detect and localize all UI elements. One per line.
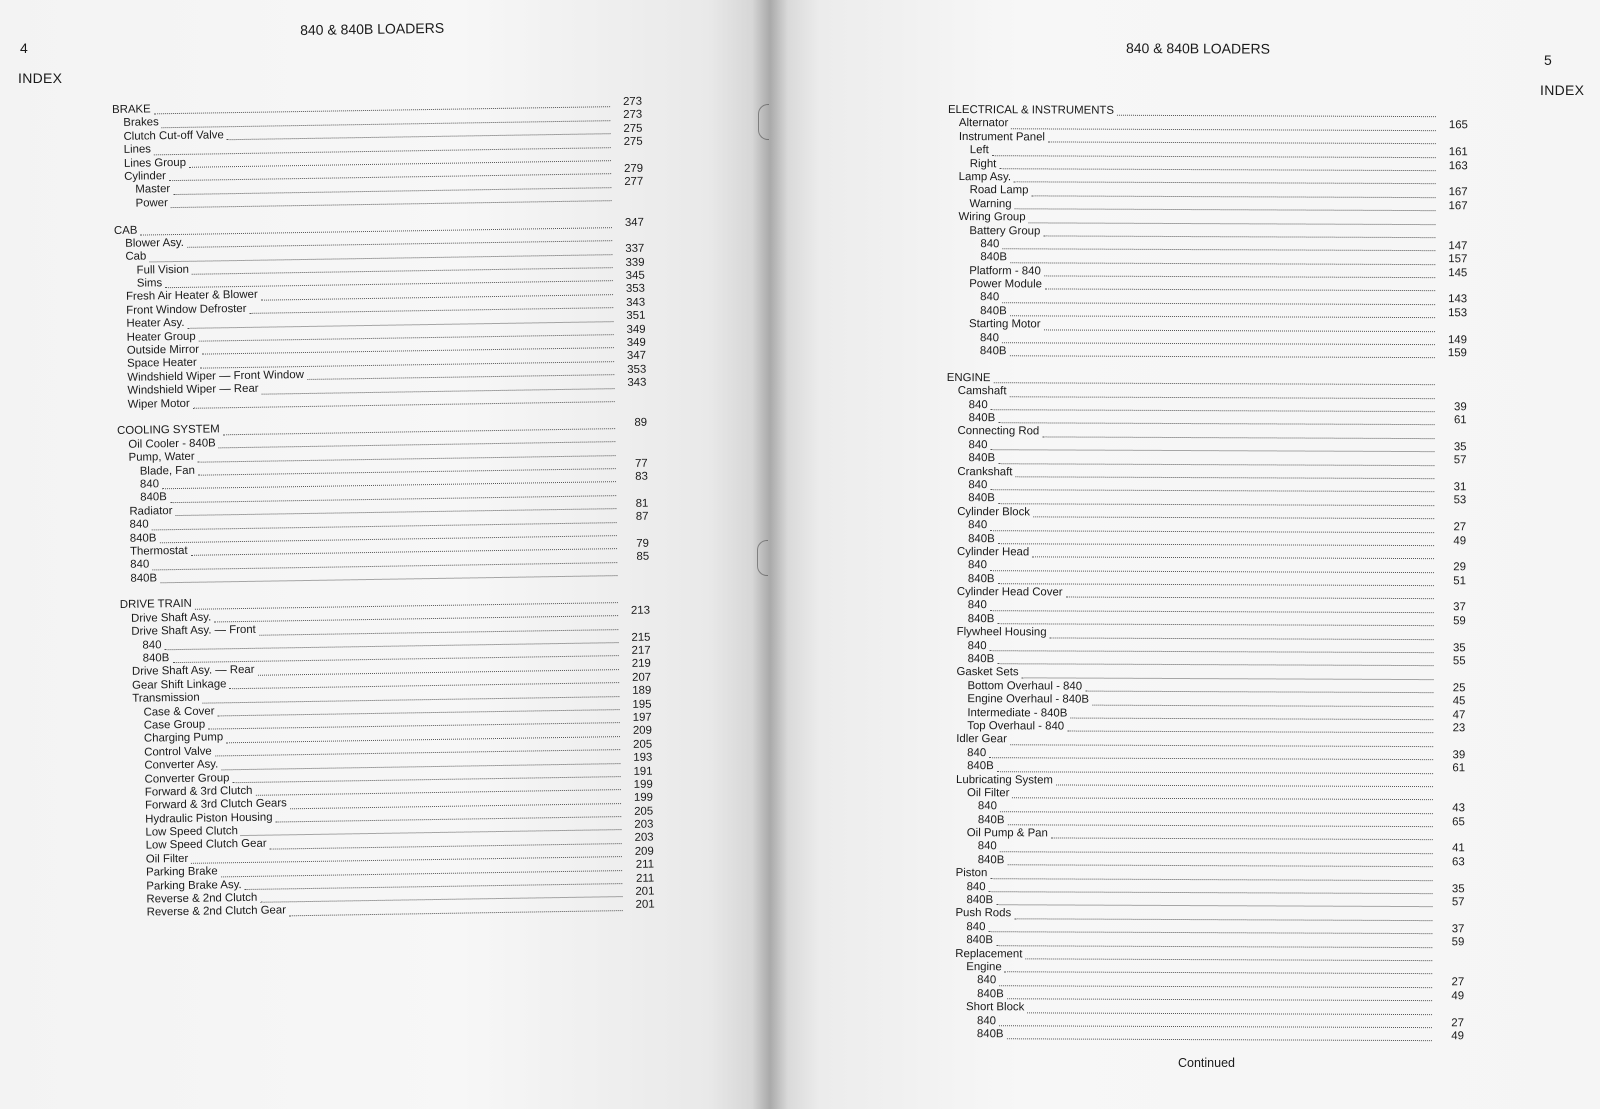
index-entry-page: 27 (1451, 976, 1465, 989)
index-entry-label: Full Vision (136, 263, 190, 277)
index-entry-page: 49 (1451, 989, 1465, 1003)
index-entry-label: 840 (967, 559, 988, 572)
right-index-label: INDEX (1540, 82, 1585, 98)
index-entry-label: 840 (980, 238, 1000, 251)
index-entry-label: 840 (967, 639, 987, 652)
index-entry-label: 840B (979, 345, 1007, 358)
index-entry-label: 840 (139, 478, 160, 491)
index-entry-page: 163 (1448, 159, 1468, 172)
index-entry-label: Parking Brake Asy. (146, 878, 242, 893)
index-entry-label: Converter Group (144, 771, 230, 786)
index-entry-label: Radiator (129, 504, 173, 518)
index-entry-page: 209 (632, 724, 653, 738)
index-entry-label: Low Speed Clutch (145, 825, 238, 839)
index-entry-page: 39 (1452, 748, 1466, 762)
index-entry-label: Heater Asy. (126, 317, 185, 331)
index-entry-page: 343 (627, 376, 647, 390)
index-entry-label: Sims (136, 277, 163, 290)
binding-ring (758, 104, 769, 140)
index-entry-label: Charging Pump (143, 731, 224, 745)
index-entry-page: 59 (1451, 936, 1465, 949)
index-entry-page: 343 (626, 296, 646, 309)
index-entry-label: Drive Shaft Asy. (130, 611, 212, 625)
index-entry-page (616, 591, 650, 592)
index-entry-page: 167 (1448, 186, 1468, 199)
index-entry-page: 201 (635, 885, 655, 898)
index-entry-label: 840 (968, 398, 988, 411)
index-entry-page: 53 (1453, 494, 1467, 507)
index-entry-page: 89 (634, 417, 648, 430)
index-entry-label: Reverse & 2nd Clutch (146, 891, 258, 906)
left-page-number: 4 (20, 40, 28, 56)
index-entry-label: 840 (977, 800, 997, 813)
index-entry-label: Gear Shift Linkage (132, 678, 227, 692)
index-entry-label: 840 (977, 840, 997, 853)
index-entry-label: Heater Group (126, 330, 196, 344)
index-entry-page: 273 (623, 109, 643, 122)
index-entry-page (613, 390, 647, 391)
index-entry-label: Idler Gear (956, 733, 1007, 746)
index-entry-label: Fresh Air Heater & Blower (125, 289, 258, 304)
index-entry-page: 65 (1452, 815, 1465, 828)
index-entry-label: Forward & 3rd Clutch (144, 784, 253, 799)
index-entry-label: Brakes (123, 116, 159, 130)
index-entry-label: 840B (130, 572, 158, 585)
index-entry-label: Push Rods (955, 907, 1012, 920)
index-entry-page: 159 (1447, 347, 1467, 360)
index-entry-page: 191 (633, 765, 653, 778)
index-entry-label: 840 (966, 920, 986, 933)
index-entry-page: 35 (1453, 440, 1467, 454)
index-entry-page (613, 430, 647, 431)
index-entry-label: Camshaft (957, 385, 1007, 398)
index-entry-label: Flywheel Housing (956, 626, 1047, 639)
index-entry-label: 840B (968, 532, 995, 545)
index-entry-label: Road Lamp (969, 184, 1029, 197)
index-entry-page: 205 (634, 805, 654, 818)
index-entry-page: 29 (1453, 561, 1467, 574)
index-entry-page (613, 444, 647, 445)
index-entry-label: 840B (967, 760, 994, 773)
index-entry-page: 337 (625, 242, 645, 256)
index-entry-label: 840B (140, 491, 167, 504)
binding-ring (757, 540, 768, 576)
index-entry-label: Oil Filter (966, 787, 1010, 800)
index-entry-label: 840 (130, 558, 150, 572)
index-entry-label: Top Overhaul - 840 (967, 720, 1065, 733)
index-entry-label: Front Window Defroster (126, 302, 247, 317)
index-entry-label: Bottom Overhaul - 840 (967, 679, 1083, 693)
index-entry-page: 49 (1453, 534, 1467, 547)
index-entry-label: Lines (123, 143, 152, 156)
index-entry-label: Alternator (958, 117, 1009, 130)
leader-dots (1007, 1025, 1432, 1041)
index-entry-page: 347 (626, 350, 647, 363)
index-entry-label: Case & Cover (143, 705, 215, 719)
index-entry-label: Outside Mirror (126, 343, 200, 357)
index-entry-label: Blower Asy. (125, 236, 184, 250)
index-entry-page: 45 (1452, 695, 1466, 708)
index-entry-page: 143 (1448, 293, 1468, 306)
index-entry-label: 840B (976, 1028, 1004, 1041)
index-entry-page: 61 (1453, 414, 1467, 427)
index-entry-label: Transmission (132, 691, 200, 705)
left-index-label: INDEX (18, 70, 63, 86)
index-entry-page: 147 (1448, 240, 1468, 253)
index-entry-page: 35 (1452, 641, 1466, 654)
index-entry-page: 149 (1447, 333, 1468, 346)
index-entry-page: 39 (1453, 400, 1467, 413)
index-entry-label: Warning (969, 197, 1012, 211)
index-entry-label: 840B (142, 652, 170, 665)
index-entry-page: 203 (634, 832, 654, 845)
index-entry-label: 840 (979, 331, 1000, 344)
index-entry-label: 840 (967, 746, 987, 759)
index-entry-label: Master (135, 183, 171, 196)
index-entry-label: 840B (966, 894, 994, 907)
right-index-list (944, 104, 1468, 1044)
index-entry-label: 840B (129, 531, 157, 545)
index-entry-label: 840B (968, 412, 996, 425)
index-entry-page: 57 (1453, 454, 1467, 467)
index-entry-page: 203 (634, 818, 654, 831)
index-entry-label: 840B (968, 492, 995, 505)
index-entry-label: Wiper Motor (127, 397, 190, 411)
index-entry-page: 275 (623, 122, 643, 135)
index-entry-page: 353 (625, 283, 646, 296)
index-entry-label: Gasket Sets (956, 666, 1019, 679)
index-entry-label: Cylinder (124, 170, 167, 183)
index-entry-page: 51 (1453, 574, 1466, 587)
index-entry (944, 1028, 1464, 1044)
index-entry-label: 840 (976, 1014, 997, 1027)
index-entry-page: 27 (1453, 521, 1467, 534)
index-entry-page: 219 (631, 658, 651, 671)
index-entry-page: 275 (623, 135, 643, 149)
index-entry-page: 31 (1453, 481, 1467, 494)
index-entry-page: 47 (1452, 708, 1466, 721)
index-entry-label: Battery Group (969, 224, 1041, 237)
index-entry-label: Piston (955, 867, 988, 880)
index-entry-page: 79 (636, 537, 650, 550)
index-entry-page: 349 (626, 336, 646, 349)
index-entry-label: 840B (977, 854, 1005, 867)
continued-footer: Continued (1178, 1056, 1235, 1070)
index-entry-page: 167 (1448, 199, 1468, 213)
index-entry-page: 57 (1451, 896, 1465, 909)
index-entry-page: 353 (627, 363, 647, 376)
index-entry-page: 207 (631, 671, 652, 684)
index-entry-page: 85 (636, 550, 650, 564)
index-entry-label: 840 (968, 479, 988, 492)
index-entry-label: ELECTRICAL & INSTRUMENTS (947, 104, 1115, 117)
index-entry-page: 55 (1452, 655, 1466, 668)
index-entry-page (609, 189, 643, 190)
index-entry-page: 145 (1448, 266, 1468, 279)
index-entry-label: Oil Filter (145, 852, 189, 866)
index-entry-label: Instrument Panel (958, 130, 1045, 144)
index-entry-page: 205 (633, 738, 653, 751)
index-entry-page: 193 (633, 751, 653, 765)
index-entry-page: 211 (635, 858, 655, 872)
index-entry-page (610, 230, 644, 231)
index-entry-label: Clutch Cut-off Valve (123, 129, 224, 143)
leader-dots (1010, 342, 1435, 358)
index-entry-label: Parking Brake (145, 865, 218, 879)
index-entry-page: 195 (632, 698, 652, 711)
index-entry-label: 840B (968, 452, 996, 465)
index-entry-label: Lines Group (123, 156, 187, 170)
index-entry-label: Connecting Rod (957, 425, 1040, 438)
index-entry-label: 840B (967, 653, 995, 666)
index-entry-label: 840B (977, 987, 1004, 1001)
index-entry-page: 211 (635, 872, 655, 885)
index-entry-page: 25 (1452, 682, 1466, 695)
index-entry-label: 840 (977, 974, 997, 987)
index-entry-page: 83 (635, 470, 649, 483)
index-entry-label: 840B (967, 572, 995, 585)
index-entry-label: ENGINE (946, 371, 991, 385)
left-index-list (112, 96, 655, 921)
index-entry-page (615, 564, 649, 565)
index-entry-label: Oil Cooler - 840B (128, 437, 216, 451)
index-entry-page: 37 (1453, 601, 1466, 614)
index-entry-label: 840 (968, 438, 988, 451)
index-entry-label: Short Block (966, 1001, 1025, 1014)
index-entry-page: 81 (635, 497, 649, 510)
index-entry-page: 213 (630, 604, 651, 617)
index-entry-label: 840 (980, 291, 1000, 304)
index-entry-label: Space Heater (126, 357, 197, 371)
index-entry-label: Starting Motor (969, 318, 1041, 331)
index-entry-label: Drive Shaft Asy. — Front (131, 624, 256, 638)
index-entry-label: 840B (977, 813, 1005, 826)
index-entry-page: 345 (625, 269, 645, 283)
index-entry-page: 199 (633, 791, 654, 805)
index-entry-label: Converter Asy. (144, 758, 219, 772)
index-entry-label: Right (969, 157, 997, 170)
index-entry-page (615, 524, 649, 525)
index-entry-page: 61 (1452, 762, 1466, 775)
left-page (0, 0, 770, 1109)
index-entry-label: 840B (980, 251, 1007, 264)
index-entry-page: 161 (1448, 146, 1468, 159)
index-entry-page: 197 (632, 711, 652, 724)
index-entry-label: Hydraulic Piston Housing (145, 811, 273, 826)
index-entry-label: Replacement (955, 947, 1023, 960)
index-entry-page: 59 (1453, 615, 1466, 628)
index-entry-page: 215 (631, 631, 651, 644)
index-entry-page: 49 (1451, 1030, 1464, 1043)
right-page-header: 840 & 840B LOADERS (1125, 40, 1270, 57)
index-entry-page (616, 618, 650, 619)
index-entry-label: BRAKE (112, 103, 151, 116)
index-entry-page: 77 (634, 457, 648, 470)
index-entry-page: 43 (1452, 802, 1465, 815)
index-entry-label: CAB (113, 224, 138, 237)
index-entry-label: 840B (980, 305, 1007, 318)
index-entry-label: Power Module (969, 278, 1043, 291)
index-entry-label: Lamp Asy. (958, 171, 1012, 184)
index-entry-page: 153 (1448, 307, 1468, 320)
index-entry-page: 201 (635, 899, 655, 912)
index-entry-label: Reverse & 2nd Clutch Gear (146, 904, 287, 919)
index-entry-label: Cab (125, 250, 147, 264)
index-entry-label: 840 (966, 880, 986, 893)
index-entry-page: 189 (632, 684, 652, 698)
index-entry-page: 63 (1451, 856, 1465, 869)
index-entry-label: Blade, Fan (139, 464, 195, 478)
index-entry-label: Power (135, 196, 168, 210)
index-entry-label: Cylinder Head Cover (956, 586, 1063, 599)
index-entry-page: 279 (623, 162, 644, 175)
index-entry-page: 157 (1448, 253, 1468, 266)
left-page-header: 840 & 840B LOADERS (300, 19, 445, 38)
index-entry-page: 277 (624, 176, 644, 189)
index-entry-page: 41 (1452, 842, 1465, 855)
index-entry-label: COOLING SYSTEM (117, 423, 220, 438)
index-entry-label: DRIVE TRAIN (119, 598, 192, 612)
index-entry-page: 349 (626, 323, 646, 336)
index-entry-label: Forward & 3rd Clutch Gears (144, 797, 287, 812)
index-entry-label: Pump, Water (128, 450, 195, 464)
index-entry-label: Windshield Wiper — Front Window (127, 368, 304, 384)
index-entry-page: 37 (1451, 923, 1465, 936)
index-entry-page: 273 (622, 95, 643, 108)
index-entry-label: Low Speed Clutch Gear (145, 838, 267, 853)
index-entry-page: 27 (1451, 1016, 1465, 1029)
index-entry-label: Left (969, 144, 989, 157)
index-entry-label: Case Group (143, 718, 206, 732)
index-entry-page: 199 (633, 778, 653, 791)
index-entry-label: 840 (129, 518, 149, 531)
index-entry-label: 840B (966, 934, 993, 947)
index-entry-page: 217 (631, 644, 651, 657)
index-entry-label: Lubricating System (956, 773, 1053, 786)
index-entry-label: Cylinder Block (957, 505, 1031, 519)
index-entry-label: Drive Shaft Asy. — Rear (131, 664, 255, 679)
index-entry-label: Wiring Group (958, 211, 1026, 224)
index-entry-page: 35 (1451, 882, 1465, 895)
index-entry-label: 840 (968, 519, 988, 532)
index-entry-page: 209 (634, 845, 654, 858)
index-entry-page: 23 (1452, 722, 1466, 735)
index-entry-label: Control Valve (144, 745, 212, 759)
index-entry-page: 339 (625, 256, 645, 269)
index-entry-label: Engine Overhaul - 840B (967, 693, 1090, 706)
index-entry-label: 840 (967, 599, 987, 612)
index-entry-label: Windshield Wiper — Rear (127, 382, 259, 397)
index-entry-label: Crankshaft (957, 465, 1013, 478)
index-entry-label: 840 (142, 638, 162, 652)
index-entry-page: 165 (1448, 119, 1468, 132)
index-entry-page (609, 149, 643, 150)
index-entry-page: 347 (624, 216, 645, 229)
index-entry-label: Intermediate - 840B (967, 706, 1068, 720)
index-entry-label: Oil Pump & Pan (966, 827, 1048, 840)
index-entry-label: Engine (966, 961, 1002, 974)
index-entry-page (614, 484, 648, 485)
right-page-number: 5 (1544, 52, 1552, 68)
index-entry-label: Thermostat (129, 544, 188, 558)
index-entry-label: Platform - 840 (969, 264, 1041, 278)
right-page (770, 0, 1600, 1109)
index-entry-page: 351 (626, 309, 646, 323)
index-entry-page: 87 (635, 510, 649, 523)
index-entry-label: Cylinder Head (957, 545, 1030, 559)
index-entry-label: 840B (967, 612, 995, 626)
